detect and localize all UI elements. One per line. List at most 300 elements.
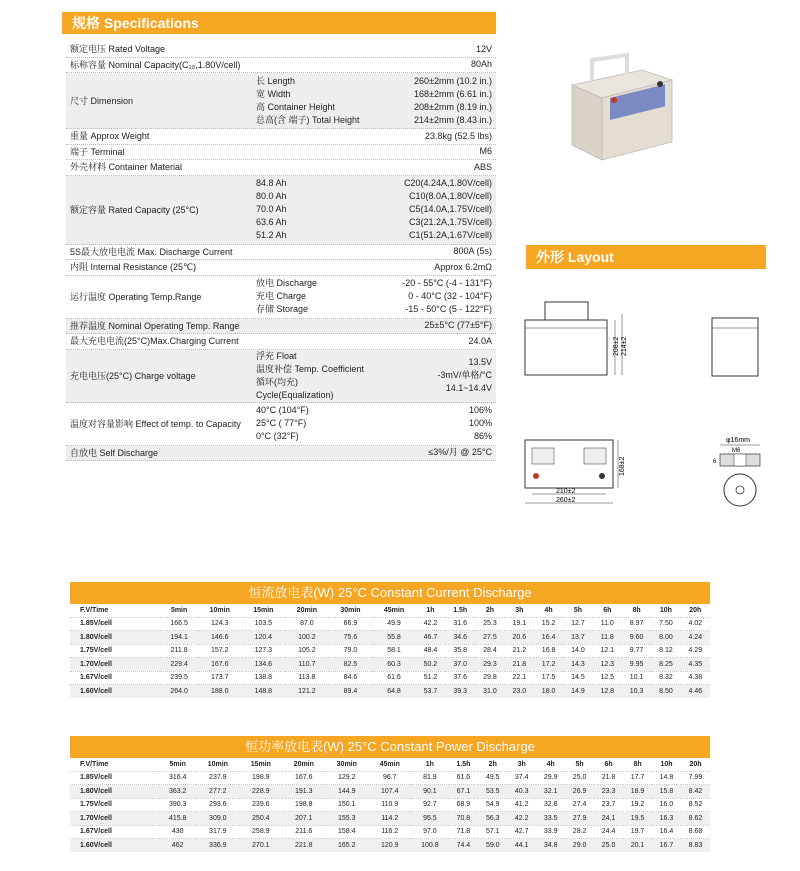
spec-values	[376, 335, 496, 348]
spec-value: 25±5°C (77±5°F)	[424, 320, 492, 331]
table-cell: 9.95	[622, 658, 651, 672]
dim-six: 6	[713, 459, 717, 465]
table-cell: 42.7	[507, 825, 536, 839]
spec-values	[376, 145, 496, 158]
table-cell: 229.4	[160, 658, 198, 672]
spec-value: Approx 6.2mΩ	[434, 261, 492, 272]
table-cell: 9.77	[622, 644, 651, 658]
table-cell: 336.9	[196, 839, 239, 853]
column-header: 1.5h	[453, 606, 468, 614]
table-cell: 11.8	[593, 631, 622, 645]
spec-label: 重量 Approx Weight	[70, 131, 150, 142]
constant-power-table	[70, 736, 710, 852]
table-cell: 124.3	[198, 617, 242, 631]
terminal-detail	[713, 437, 760, 506]
table-cell: 8.97	[622, 617, 651, 631]
column-header: 45min	[383, 606, 405, 614]
column-header: 30min	[340, 606, 361, 614]
table-cell: 59.0	[478, 839, 507, 853]
table-cell: 17.2	[534, 658, 563, 672]
spec-value: C20(4.24A,1.80V/cell)	[403, 178, 492, 188]
table-cell: 24.4	[594, 825, 623, 839]
spec-sub-label: 长 Length	[256, 75, 296, 86]
table-cell: 211.6	[282, 825, 325, 839]
column-header: 5min	[170, 606, 188, 614]
table-cell: 4.24	[681, 631, 710, 645]
dim-w2: 260±2	[556, 497, 576, 504]
table-cell: 29.8	[475, 671, 504, 685]
table-cell: 270.1	[239, 839, 282, 853]
dim-bolt: φ16mm	[726, 437, 750, 444]
table-cell: 237.9	[196, 771, 239, 785]
table-cell: 166.5	[160, 617, 198, 631]
table-cell: 15.8	[652, 785, 681, 799]
spec-sub-label: 40°C (104°F)	[256, 405, 309, 415]
table-row	[70, 825, 710, 839]
spec-sub-label: 63.6 Ah	[256, 217, 287, 227]
spec-value: ABS	[473, 161, 492, 172]
constant-power-title: 恒功率放电表(W) 25°C Constant Power Discharge	[70, 736, 710, 758]
table-cell: 239.5	[160, 671, 198, 685]
spec-label: 端子 Terminal	[70, 146, 125, 157]
spec-label: 温度对容量影响 Effect of temp. to Capacity	[70, 418, 241, 429]
table-cell: 61.6	[449, 771, 479, 785]
table-cell: 42.2	[507, 812, 536, 826]
table-cell: 89.4	[329, 685, 373, 699]
table-cell: 4.46	[681, 685, 710, 699]
spec-row	[66, 160, 496, 176]
spec-value: 100%	[468, 418, 492, 428]
table-cell: 15.2	[534, 617, 563, 631]
table-cell: 37.6	[445, 671, 475, 685]
table-cell: 49.9	[372, 617, 416, 631]
spec-sub-label: 存储 Storage	[256, 304, 309, 314]
table-cell: 165.2	[325, 839, 368, 853]
table-cell: 61.6	[372, 671, 416, 685]
table-cell: 9.60	[622, 631, 651, 645]
specifications-table	[66, 42, 496, 461]
constant-current-table	[70, 582, 710, 698]
table-cell: 28.4	[475, 644, 504, 658]
column-header: 20min	[293, 760, 314, 768]
table-cell: 19.5	[623, 812, 652, 826]
table-cell: 13.7	[563, 631, 592, 645]
spec-values	[376, 75, 496, 127]
table-cell: 390.3	[159, 798, 196, 812]
table-cell: 138.8	[242, 671, 286, 685]
column-header: 3h	[515, 606, 524, 614]
table-cell: 16.4	[534, 631, 563, 645]
spec-values	[376, 130, 496, 143]
column-header: 6h	[604, 760, 613, 768]
table-cell: 23.3	[594, 785, 623, 799]
table-cell: 25.0	[594, 839, 623, 853]
spec-sub-label: 浮充 Float	[256, 350, 297, 361]
spec-sub-label: 25°C ( 77°F)	[256, 418, 307, 428]
table-cell: 129.2	[325, 771, 368, 785]
table-cell: 39.3	[445, 685, 475, 699]
table-cell: 12.7	[563, 617, 592, 631]
table-cell: 8.12	[651, 644, 680, 658]
spec-row	[66, 176, 496, 245]
table-header-row	[70, 758, 710, 771]
column-header: 8h	[632, 606, 641, 614]
table-cell: 316.4	[159, 771, 196, 785]
spec-label: 运行温度 Operating Temp.Range	[70, 291, 202, 302]
table-cell: 1.67V/cell	[70, 825, 159, 839]
table-cell: 155.3	[325, 812, 368, 826]
column-header: 3h	[517, 760, 526, 768]
spec-value: 168±2mm (6.61 in.)	[414, 88, 492, 99]
table-cell: 211.8	[160, 644, 198, 658]
spec-value: 214±2mm (8.43 in.)	[414, 114, 492, 125]
dim-w1: 210±2	[556, 488, 576, 495]
column-header: 1h	[426, 606, 435, 614]
spec-value: ≤3%/月 @ 25°C	[428, 447, 492, 458]
table-cell: 37.4	[507, 771, 536, 785]
table-cell: 44.1	[507, 839, 536, 853]
table-cell: 167.6	[282, 771, 325, 785]
table-cell: 53.7	[416, 685, 445, 699]
table-cell: 37.0	[445, 658, 475, 672]
spec-values	[376, 446, 496, 459]
spec-row	[66, 446, 496, 462]
table-cell: 68.9	[449, 798, 479, 812]
spec-label: 内阻 Internal Resistance (25℃)	[70, 262, 197, 273]
column-header: 10h	[659, 606, 672, 614]
spec-sub-labels	[256, 404, 376, 443]
table-cell: 60.3	[372, 658, 416, 672]
column-header: 15min	[253, 606, 274, 614]
top-view	[525, 440, 626, 504]
table-cell: 134.6	[242, 658, 286, 672]
column-header: 4h	[546, 760, 555, 768]
table-cell: 16.4	[652, 825, 681, 839]
column-header: 30min	[336, 760, 357, 768]
table-cell: 309.0	[196, 812, 239, 826]
dim-h2: 214±2	[621, 336, 628, 356]
table-cell: 7.99	[681, 771, 710, 785]
table-cell: 29.3	[475, 658, 504, 672]
table-cell: 23.0	[505, 685, 534, 699]
spec-value: 0 - 40°C (32 - 104°F)	[408, 291, 492, 301]
spec-sub-labels	[256, 350, 376, 402]
table-row	[70, 839, 710, 853]
table-cell: 107.4	[368, 785, 411, 799]
column-header: 15min	[250, 760, 271, 768]
spec-row	[66, 58, 496, 74]
table-cell: 148.8	[242, 685, 286, 699]
column-header: 6h	[603, 606, 612, 614]
table-cell: 317.9	[196, 825, 239, 839]
table-cell: 11.0	[593, 617, 622, 631]
table-cell: 16.0	[652, 798, 681, 812]
table-cell: 21.8	[594, 771, 623, 785]
table-cell: 18.0	[534, 685, 563, 699]
table-cell: 31.0	[475, 685, 504, 699]
dim-m6: M6	[732, 448, 741, 454]
spec-sub-label: 总高(含 端子) Total Height	[256, 114, 360, 125]
table-cell: 34.6	[445, 631, 475, 645]
spec-label: 推荐温度 Nominal Operating Temp. Range	[70, 320, 240, 331]
table-cell: 35.8	[445, 644, 475, 658]
spec-row	[66, 403, 496, 446]
table-cell: 150.1	[325, 798, 368, 812]
table-cell: 1.80V/cell	[70, 631, 160, 645]
table-cell: 57.1	[478, 825, 507, 839]
table-cell: 207.1	[282, 812, 325, 826]
column-header: F.V/Time	[80, 760, 109, 768]
column-header: 5h	[573, 606, 583, 614]
table-cell: 1.85V/cell	[70, 771, 159, 785]
table-cell: 4.38	[681, 671, 710, 685]
spec-sub-label: 51.2 Ah	[256, 230, 287, 240]
table-cell: 198.9	[239, 771, 282, 785]
table-cell: 74.4	[449, 839, 479, 853]
table-row	[70, 785, 710, 799]
table-cell: 363.2	[159, 785, 196, 799]
spec-value: 86%	[473, 431, 492, 441]
table-cell: 7.50	[651, 617, 680, 631]
table-cell: 194.1	[160, 631, 198, 645]
column-header: 1.5h	[456, 760, 471, 768]
spec-values	[376, 58, 496, 71]
table-cell: 17.7	[623, 771, 652, 785]
column-header: 8h	[633, 760, 642, 768]
table-cell: 239.6	[239, 798, 282, 812]
table-cell: 19.1	[505, 617, 534, 631]
table-cell: 8.25	[651, 658, 680, 672]
table-cell: 26.9	[565, 785, 594, 799]
table-cell: 22.1	[505, 671, 534, 685]
table-cell: 113.8	[285, 671, 329, 685]
table-cell: 64.8	[372, 685, 416, 699]
table-cell: 25.3	[475, 617, 504, 631]
table-cell: 21.2	[505, 644, 534, 658]
spec-values	[376, 177, 496, 242]
table-cell: 158.4	[325, 825, 368, 839]
table-cell: 121.2	[285, 685, 329, 699]
table-cell: 32.1	[536, 785, 565, 799]
table-cell: 34.8	[536, 839, 565, 853]
table-cell: 4.02	[681, 617, 710, 631]
table-cell: 144.9	[325, 785, 368, 799]
spec-sub-labels	[256, 75, 376, 127]
table-cell: 14.0	[563, 644, 592, 658]
table-cell: 157.2	[198, 644, 242, 658]
table-row	[70, 812, 710, 826]
table-cell: 49.5	[478, 771, 507, 785]
table-cell: 71.8	[449, 825, 479, 839]
spec-values	[376, 319, 496, 332]
table-cell: 105.2	[285, 644, 329, 658]
spec-row	[66, 260, 496, 276]
spec-value: 800A (5s)	[453, 246, 492, 257]
table-cell: 75.6	[329, 631, 373, 645]
table-cell: 430	[159, 825, 196, 839]
table-cell: 84.6	[329, 671, 373, 685]
table-cell: 31.6	[445, 617, 475, 631]
spec-row	[66, 145, 496, 161]
spec-value: M6	[479, 146, 492, 157]
table-cell: 33.5	[536, 812, 565, 826]
table-cell: 116.2	[368, 825, 411, 839]
spec-sub-labels	[256, 177, 376, 242]
column-header: 20h	[689, 606, 702, 614]
constant-current-title: 恒流放电表(W) 25°C Constant Current Discharge	[70, 582, 710, 604]
table-cell: 14.3	[563, 658, 592, 672]
spec-values	[376, 356, 496, 395]
spec-values	[376, 43, 496, 56]
spec-label: 5S最大放电电流 Max. Discharge Current	[70, 246, 233, 257]
table-cell: 8.00	[651, 631, 680, 645]
table-cell: 8.62	[681, 812, 710, 826]
table-cell: 293.6	[196, 798, 239, 812]
table-cell: 1.80V/cell	[70, 785, 159, 799]
table-cell: 250.4	[239, 812, 282, 826]
spec-sub-label: 84.8 Ah	[256, 178, 287, 188]
table-cell: 53.5	[478, 785, 507, 799]
spec-label: 最大充电电流(25°C)Max.Charging Current	[70, 336, 239, 347]
table-cell: 1.70V/cell	[70, 812, 159, 826]
spec-row	[66, 350, 496, 403]
table-cell: 82.5	[329, 658, 373, 672]
spec-label: 额定容量 Rated Capacity (25°C)	[70, 204, 199, 215]
spec-label: 外壳材料 Container Material	[70, 162, 183, 173]
table-cell: 12.1	[593, 644, 622, 658]
table-cell: 18.9	[623, 785, 652, 799]
dim-h1: 208±2	[613, 336, 620, 356]
column-header: 1h	[425, 760, 434, 768]
table-cell: 23.7	[594, 798, 623, 812]
column-header: 5min	[169, 760, 186, 768]
column-header: 2h	[488, 760, 497, 768]
spec-sub-label: 70.0 Ah	[256, 204, 287, 214]
spec-label: 自放电 Self Discharge	[70, 447, 159, 458]
column-header: F.V/Time	[80, 606, 109, 614]
spec-values	[376, 261, 496, 274]
table-cell: 188.0	[198, 685, 242, 699]
table-cell: 87.0	[285, 617, 329, 631]
spec-sub-label: 温度补偿 Temp. Coefficient	[256, 363, 364, 374]
table-row	[70, 644, 710, 658]
table-cell: 8.68	[681, 825, 710, 839]
table-cell: 120.4	[242, 631, 286, 645]
spec-value: 106%	[468, 405, 492, 415]
table-row	[70, 798, 710, 812]
table-cell: 50.2	[416, 658, 445, 672]
table-cell: 19.7	[623, 825, 652, 839]
table-cell: 16.7	[652, 839, 681, 853]
table-cell: 1.67V/cell	[70, 671, 160, 685]
table-cell: 146.6	[198, 631, 242, 645]
table-cell: 81.9	[411, 771, 448, 785]
table-cell: 110.9	[368, 798, 411, 812]
spec-values	[376, 404, 496, 443]
table-cell: 97.0	[411, 825, 448, 839]
column-header: 10min	[209, 606, 230, 614]
column-header: 45min	[379, 760, 400, 768]
table-cell: 110.7	[285, 658, 329, 672]
spec-sub-label: 循环(均充) Cycle(Equalization)	[256, 376, 334, 400]
table-cell: 191.3	[282, 785, 325, 799]
spec-value: C5(14.0A,1.75V/cell)	[408, 204, 492, 214]
table-cell: 1.60V/cell	[70, 839, 159, 853]
table-cell: 221.8	[282, 839, 325, 853]
spec-label: 标称容量 Nominal Capacity(C₁₀,1.80V/cell)	[70, 59, 241, 70]
table-cell: 462	[159, 839, 196, 853]
table-cell: 24.1	[594, 812, 623, 826]
table-cell: 10.3	[622, 685, 651, 699]
spec-value: -20 - 55°C (-4 - 131°F)	[402, 278, 492, 288]
table-cell: 8.42	[681, 785, 710, 799]
spec-row	[66, 319, 496, 335]
table-cell: 258.9	[239, 825, 282, 839]
table-cell: 12.8	[593, 685, 622, 699]
spec-label: 充电电压(25°C) Charge voltage	[70, 370, 196, 381]
spec-label: 尺寸 Dimension	[70, 95, 134, 106]
table-cell: 17.5	[534, 671, 563, 685]
table-cell: 25.0	[565, 771, 594, 785]
spec-label: 额定电压 Rated Voltage	[70, 44, 166, 55]
table-cell: 58.1	[372, 644, 416, 658]
table-row	[70, 631, 710, 645]
table-cell: 96.7	[368, 771, 411, 785]
table-cell: 167.6	[198, 658, 242, 672]
column-header: 4h	[544, 606, 553, 614]
side-view	[712, 318, 758, 376]
table-cell: 120.9	[368, 839, 411, 853]
spec-row	[66, 129, 496, 145]
table-cell: 41.2	[507, 798, 536, 812]
spec-values	[376, 161, 496, 174]
column-header: 10min	[207, 760, 228, 768]
spec-value: -3mV/单格/°C	[437, 370, 492, 380]
table-cell: 21.8	[505, 658, 534, 672]
table-cell: 100.2	[285, 631, 329, 645]
table-cell: 8.52	[681, 798, 710, 812]
table-header-row	[70, 604, 710, 617]
table-cell: 67.1	[449, 785, 479, 799]
table-cell: 29.9	[536, 771, 565, 785]
spec-sub-label: 高 Container Height	[256, 101, 336, 112]
table-row	[70, 617, 710, 631]
table-cell: 4.35	[681, 658, 710, 672]
table-cell: 12.5	[593, 671, 622, 685]
table-cell: 103.5	[242, 617, 286, 631]
spec-value: 14.1~14.4V	[445, 383, 492, 393]
table-cell: 46.7	[416, 631, 445, 645]
table-cell: 100.8	[411, 839, 448, 853]
column-header: 10h	[660, 760, 673, 768]
spec-value: 260±2mm (10.2 in.)	[414, 75, 492, 86]
spec-value: C10(8.0A,1.80V/cell)	[408, 191, 492, 201]
layout-header: 外形 Layout	[526, 245, 766, 269]
table-cell: 28.2	[565, 825, 594, 839]
spec-value: 24.0A	[468, 335, 492, 346]
table-row	[70, 658, 710, 672]
table-cell: 70.8	[449, 812, 479, 826]
table-cell: 277.2	[196, 785, 239, 799]
table-cell: 10.1	[622, 671, 651, 685]
battery-illustration	[562, 50, 682, 170]
table-row	[70, 671, 710, 685]
spec-row	[66, 334, 496, 350]
spec-row	[66, 73, 496, 129]
table-cell: 228.9	[239, 785, 282, 799]
table-cell: 19.2	[623, 798, 652, 812]
table-cell: 14.8	[652, 771, 681, 785]
